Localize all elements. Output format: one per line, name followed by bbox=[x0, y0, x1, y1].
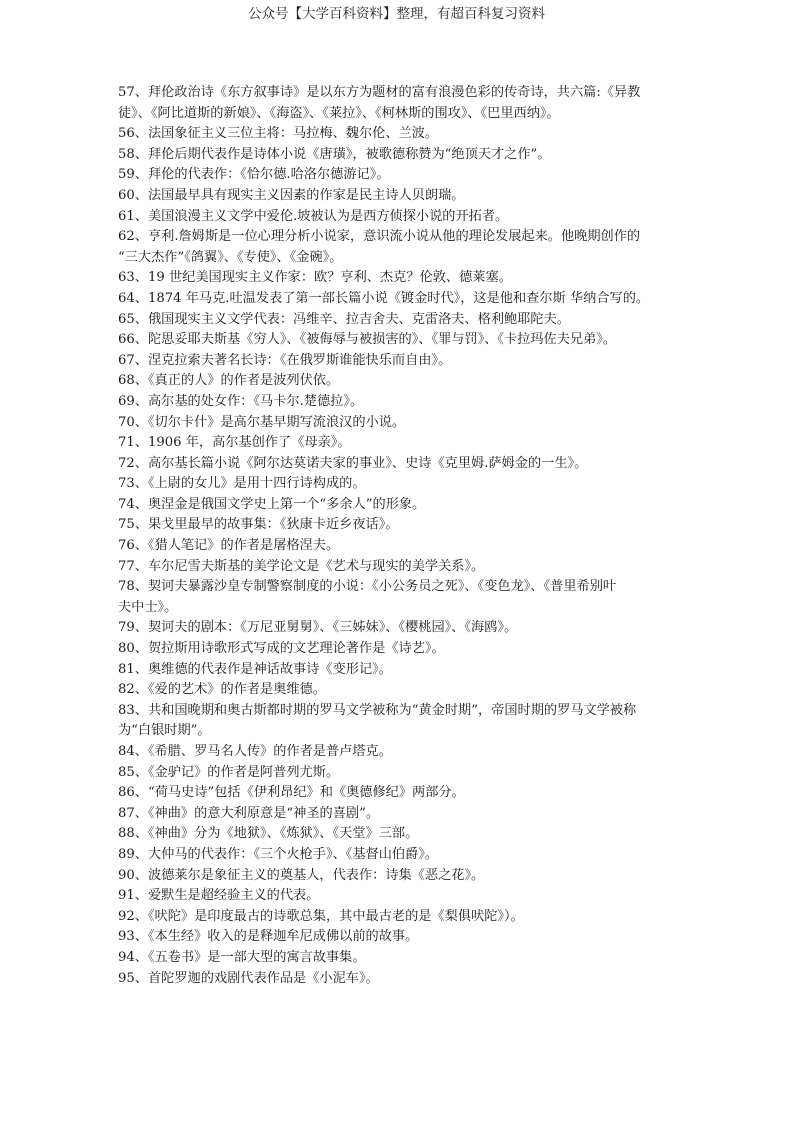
text-line: 77、车尔尼雪夫斯基的美学论文是《艺术与现实的美学关系》。 bbox=[118, 558, 485, 574]
text-line: 夫中士》。 bbox=[118, 599, 178, 615]
text-line: 73、《上尉的女儿》是用十四行诗构成的。 bbox=[118, 476, 366, 492]
text-line: 89、大仲马的代表作：《三个火枪手》、《基督山伯爵》。 bbox=[118, 846, 439, 862]
text-line: 93、《本生经》收入的是释迦牟尼成佛以前的故事。 bbox=[118, 929, 419, 945]
text-line: 58、拜伦后期代表作是诗体小说《唐璜》，被歌德称赞为“绝顶天才之作”。 bbox=[118, 146, 551, 162]
text-line: 81、奥维德的代表作是神话故事诗《变形记》。 bbox=[118, 661, 392, 677]
text-line: 59、拜伦的代表作：《恰尔德.哈洛尔德游记》。 bbox=[118, 167, 390, 183]
text-line: 为“白银时期”。 bbox=[118, 723, 211, 739]
text-line: “三大杰作”《鸽翼》、《专使》、《金碗》。 bbox=[118, 249, 343, 265]
text-line: 70、《切尔卡什》是高尔基早期写流浪汉的小说。 bbox=[118, 414, 406, 430]
text-line: 65、俄国现实主义文学代表：冯维辛、拉吉舍夫、克雷洛夫、格利鲍耶陀夫。 bbox=[118, 311, 570, 327]
text-line: 90、波德莱尔是象征主义的奠基人，代表作：诗集《恶之花》。 bbox=[118, 867, 485, 883]
text-line: 80、贺拉斯用诗歌形式写成的文艺理论著作是《诗艺》。 bbox=[118, 641, 445, 657]
text-line: 84、《希腊、罗马名人传》的作者是普卢塔克。 bbox=[118, 744, 392, 759]
text-line: 60、法国最早具有现实主义因素的作家是民主诗人贝朗瑞。 bbox=[118, 187, 465, 203]
text-line: 82、《爱的艺术》的作者是奥维德。 bbox=[118, 682, 326, 698]
text-line: 75、果戈里最早的故事集：《狄康卡近乡夜话》。 bbox=[118, 517, 399, 533]
text-line: 79、契诃夫的剧本：《万尼亚舅舅》、《三姊妹》、《樱桃园》、《海鸥》。 bbox=[118, 620, 518, 636]
text-line: 78、契诃夫暴露沙皇专制警察制度的小说：《小公务员之死》、《变色龙》、《普里希别叶 bbox=[118, 579, 617, 595]
text-line: 72、高尔基长篇小说《阿尔达莫诺夫家的事业》、史诗《克里姆.萨姆金的一生》。 bbox=[118, 455, 588, 471]
text-line: 71、1906 年，高尔基创作了《母亲》。 bbox=[118, 435, 351, 451]
text-line: 57、拜伦政治诗《东方叙事诗》是以东方为题材的富有浪漫色彩的传奇诗，共六篇:《异教 bbox=[118, 85, 641, 100]
text-line: 92、《吠陀》是印度最古的诗歌总集，其中最古老的是《梨俱吠陀》）。 bbox=[118, 908, 524, 924]
text-line: 68、《真正的人》的作者是波列伏依。 bbox=[118, 373, 340, 389]
text-line: 66、陀思妥耶夫斯基《穷人》、《被侮辱与被损害的》、《罪与罚》、《卡拉玛佐夫兄弟》。 bbox=[118, 332, 617, 348]
text-line: 62、亨利.詹姆斯是一位心理分析小说家，意识流小说从他的理论发展起来。他晚期创作的 bbox=[118, 229, 641, 245]
document-body bbox=[118, 83, 684, 989]
text-line: 94、《五卷书》是一部大型的寓言故事集。 bbox=[118, 949, 366, 965]
page-header: 公众号【大学百科资料】整理，有超百科复习资料 bbox=[248, 6, 545, 22]
text-line: 85、《金驴记》的作者是阿普列尤斯。 bbox=[118, 764, 340, 780]
text-line: 74、奥涅金是俄国文学史上第一个“多余人”的形象。 bbox=[118, 496, 426, 512]
text-line: 88、《神曲》分为《地狱》、《炼狱》、《天堂》三部。 bbox=[118, 826, 419, 842]
text-line: 64、1874 年马克.吐温发表了第一部长篇小说《镀金时代》，这是他和查尔斯 华纳合写的。 bbox=[118, 290, 650, 306]
text-line: 91、爱默生是超经验主义的代表。 bbox=[118, 888, 320, 904]
text-line: 87、《神曲》的意大利原意是“神圣的喜剧”。 bbox=[118, 805, 380, 821]
text-line: 56、法国象征主义三位主将：马拉梅、魏尔伦、兰波。 bbox=[118, 126, 439, 142]
text-line: 徒》、《阿比道斯的新娘》、《海盗》、《莱拉》、《柯林斯的围攻》、《巴里西纳》。 bbox=[118, 105, 560, 121]
text-line: 61、美国浪漫主义文学中爱伦.坡被认为是西方侦探小说的开拓者。 bbox=[118, 208, 509, 224]
text-line: 83、共和国晚期和奥古斯都时期的罗马文学被称为“黄金时期”，帝国时期的罗马文学被称 bbox=[118, 702, 637, 718]
text-line: 63、19 世纪美国现实主义作家：欧？亨利、杰克？伦敦、德莱塞。 bbox=[118, 270, 512, 286]
text-line: 67、涅克拉索夫著名长诗：《在俄罗斯谁能快乐而自由》。 bbox=[118, 352, 452, 368]
text-line: 86、“荷马史诗”包括《伊利昂纪》和《奥德修纪》两部分。 bbox=[118, 785, 465, 801]
text-line: 76、《猎人笔记》的作者是屠格涅夫。 bbox=[118, 538, 340, 554]
text-line: 95、首陀罗迦的戏剧代表作品是《小泥车》。 bbox=[118, 970, 379, 986]
text-line: 69、高尔基的处女作：《马卡尔.楚德拉》。 bbox=[118, 393, 364, 409]
